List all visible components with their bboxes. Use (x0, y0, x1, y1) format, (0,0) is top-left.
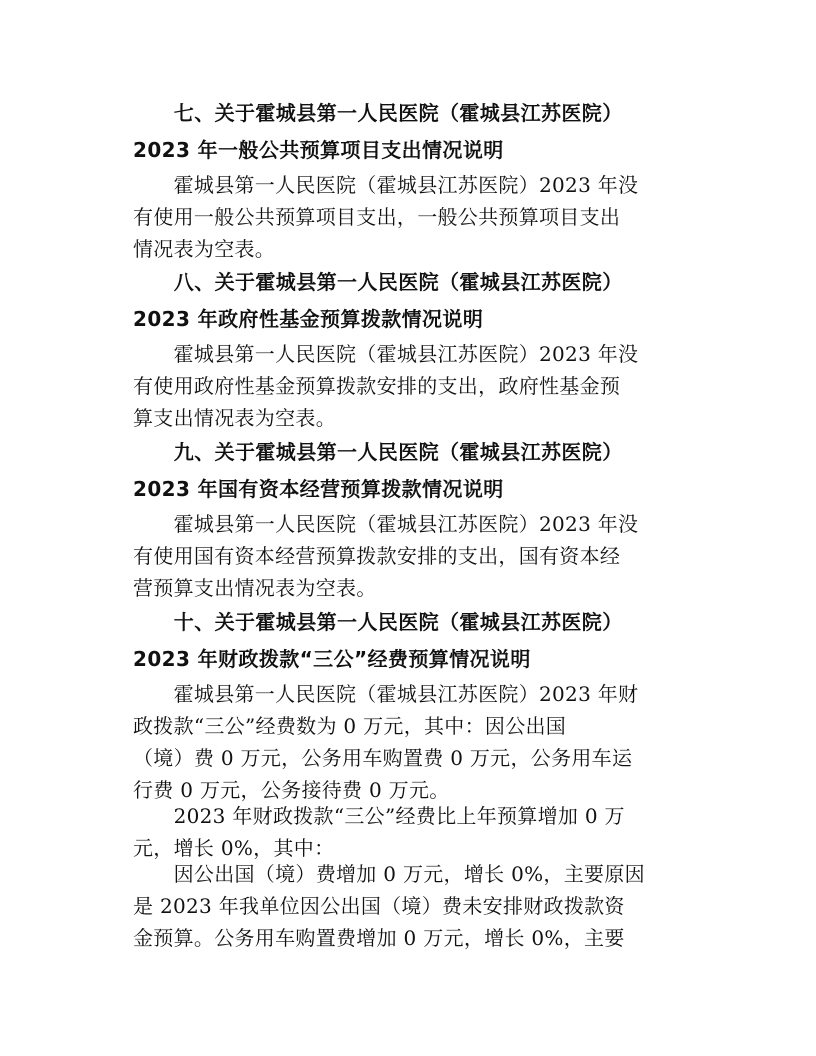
body-line: 霍城县第一人民医院（霍城县江苏医院）2023 年没 (133, 512, 639, 536)
heading-line: 2023 年国有资本经营预算拨款情况说明 (133, 477, 504, 501)
body-line: 行费 0 万元，公务接待费 0 万元。 (133, 778, 450, 802)
body-line: 有使用政府性基金预算拨款安排的支出，政府性基金预 (133, 374, 621, 398)
heading-line: 2023 年政府性基金预算拨款情况说明 (133, 307, 484, 331)
section-7-body (133, 169, 689, 265)
body-line: 霍城县第一人民医院（霍城县江苏医院）2023 年财 (133, 682, 639, 706)
body-line: 元，增长 0%，其中： (133, 836, 335, 860)
body-line: （境）费 0 万元，公务用车购置费 0 万元，公务用车运 (133, 746, 633, 770)
section-10-body (133, 678, 689, 806)
body-line: 算支出情况表为空表。 (133, 406, 336, 430)
body-line: 霍城县第一人民医院（霍城县江苏医院）2023 年没 (133, 173, 639, 197)
body-line: 因公出国（境）费增加 0 万元，增长 0%，主要原因 (133, 862, 645, 886)
heading-line: 九、关于霍城县第一人民医院（霍城县江苏医院） (133, 440, 623, 464)
section-7-heading (133, 95, 689, 169)
body-line: 霍城县第一人民医院（霍城县江苏医院）2023 年没 (133, 342, 639, 366)
body-line: 情况表为空表。 (133, 237, 276, 261)
section-9-heading (133, 434, 689, 508)
body-line: 金预算。公务用车购置费增加 0 万元，增长 0%，主要 (133, 926, 625, 950)
section-8-heading (133, 264, 689, 338)
body-line: 有使用一般公共预算项目支出，一般公共预算项目支出 (133, 205, 621, 229)
heading-line: 2023 年财政拨款“三公”经费预算情况说明 (133, 647, 531, 671)
heading-line: 七、关于霍城县第一人民医院（霍城县江苏医院） (133, 101, 623, 125)
body-line: 2023 年财政拨款“三公”经费比上年预算增加 0 万 (133, 804, 625, 828)
section-10-heading (133, 604, 689, 678)
body-line: 营预算支出情况表为空表。 (133, 576, 377, 600)
body-line: 是 2023 年我单位因公出国（境）费未安排财政拨款资 (133, 894, 625, 918)
body-line: 有使用国有资本经营预算拨款安排的支出，国有资本经 (133, 544, 621, 568)
overseas-travel-paragraph (133, 858, 689, 954)
section-8-body (133, 338, 689, 434)
heading-line: 十、关于霍城县第一人民医院（霍城县江苏医院） (133, 610, 623, 634)
body-line: 政拨款“三公”经费数为 0 万元，其中：因公出国 (133, 714, 567, 738)
heading-line: 2023 年一般公共预算项目支出情况说明 (133, 138, 504, 162)
section-9-body (133, 508, 689, 604)
three-public-comparison-paragraph (133, 800, 689, 864)
heading-line: 八、关于霍城县第一人民医院（霍城县江苏医院） (133, 270, 623, 294)
